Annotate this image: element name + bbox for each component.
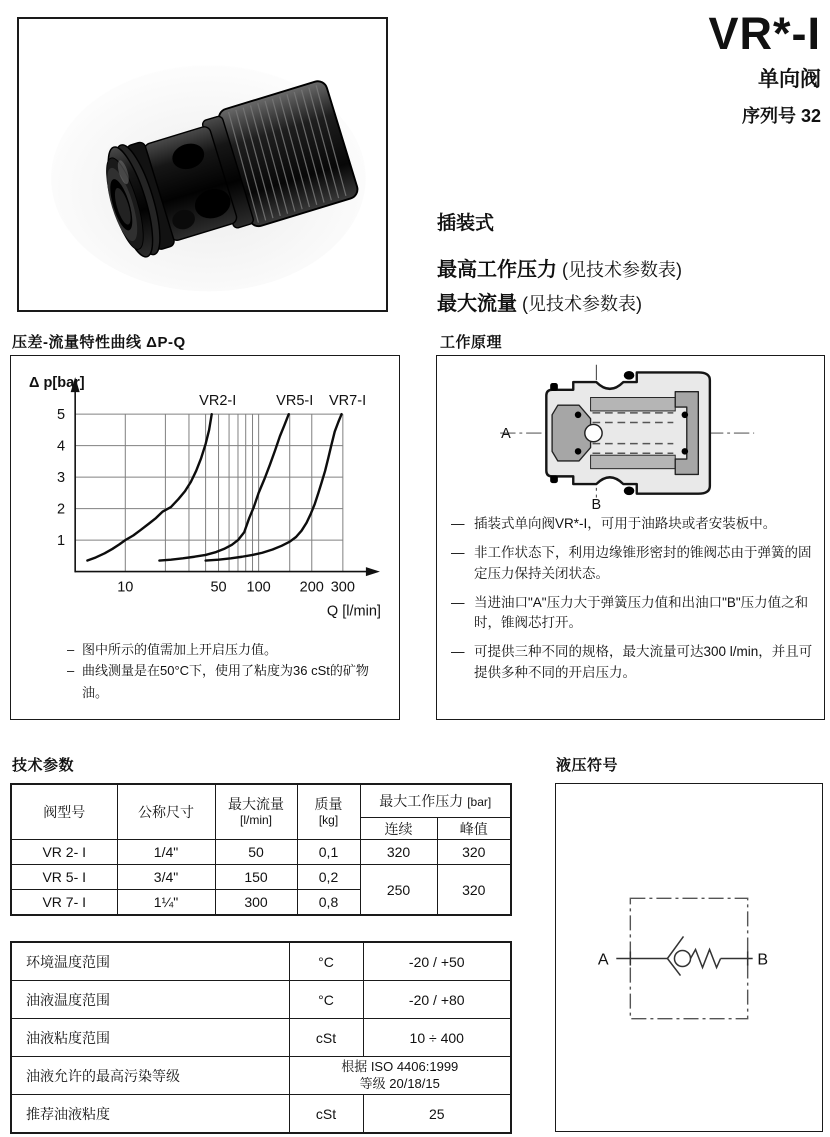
cell-peak-merged: 320 — [437, 865, 511, 916]
cell-unit: °C — [289, 981, 363, 1019]
x-tick-label: 100 — [246, 579, 271, 596]
bullet-text: 非工作状态下，利用边缘锥形密封的锥阀芯由于弹簧的固定压力保持关闭状态。 — [474, 545, 812, 581]
sleeve-lower — [591, 455, 676, 468]
pressure-label: 最大工作压力 — [379, 793, 468, 809]
seal-dot — [682, 412, 689, 419]
bullet-text: 插装式单向阀VR*-I，可用于油路块或者安装板中。 — [474, 516, 777, 531]
cell-flow: 300 — [215, 890, 297, 916]
table-row — [11, 981, 511, 1019]
series-VR7-I — [206, 414, 342, 560]
bullet-dash: — — [451, 644, 465, 660]
o-ring-bottom — [624, 486, 635, 495]
cell-model: VR 2- I — [11, 840, 117, 865]
corner-seal — [550, 383, 558, 391]
tech-params-table — [10, 783, 512, 916]
chart-notes — [67, 639, 385, 703]
max-pressure-line — [437, 253, 682, 282]
bullet-dash: — — [451, 545, 465, 561]
table-row — [11, 865, 511, 890]
weight-label: 质量 — [314, 795, 343, 812]
series-label: VR5-I — [276, 393, 314, 410]
col-header-pressure — [360, 784, 511, 818]
note-text: 曲线测量是在50°C下，使用了粘度为36 cSt的矿物油。 — [82, 663, 369, 700]
series-VR5-I — [159, 414, 288, 560]
check-ball — [674, 950, 690, 966]
col-header-peak: 峰值 — [437, 818, 511, 840]
note-text: 图中所示的值需加上开启压力值。 — [82, 642, 278, 657]
port-a-label: A — [597, 950, 609, 969]
y-tick-label: 4 — [57, 438, 66, 455]
principle-bullet — [451, 543, 814, 584]
max-flow-line — [437, 287, 682, 316]
tech-section-heading: 技术参数 — [12, 757, 75, 774]
symbol-section-heading: 液压符号 — [556, 757, 619, 774]
port-b-label: B — [591, 497, 602, 511]
cell-label: 环境温度范围 — [11, 942, 289, 981]
cell-label: 油液温度范围 — [11, 981, 289, 1019]
max-flow-label: 最大流量 — [437, 293, 517, 315]
table-header-row — [11, 784, 511, 818]
product-model: VR*-I — [708, 8, 821, 59]
y-tick-label: 2 — [57, 501, 66, 518]
iso-class: 等级 20/18/15 — [359, 1075, 440, 1091]
sleeve-upper — [591, 397, 676, 410]
hydraulic-symbol-panel — [555, 783, 823, 1132]
orifice — [585, 424, 602, 441]
x-axis-title: Q [l/min] — [326, 603, 381, 620]
note-dash: – — [67, 642, 75, 657]
series-label: VR7-I — [329, 393, 367, 410]
y-tick-label: 3 — [57, 470, 66, 487]
cell-model: VR 5- I — [11, 865, 117, 890]
o-ring-top — [624, 371, 635, 380]
title-block — [708, 8, 821, 128]
col-header-weight — [297, 784, 360, 840]
weight-unit: [kg] — [318, 813, 339, 828]
working-principle-panel — [436, 355, 825, 720]
chart-note — [67, 639, 385, 660]
col-header-model: 阀型号 — [11, 784, 117, 840]
valve-cross-section-diagram — [437, 359, 824, 511]
cell-label: 油液允许的最高污染等级 — [11, 1057, 289, 1095]
y-tick-label: 5 — [57, 407, 66, 424]
x-tick-label: 200 — [299, 579, 324, 596]
bullet-text: 当进油口"A"压力大于弹簧压力值和出油口"B"压力值之和时，锥阀芯打开。 — [474, 594, 809, 630]
col-header-flow — [215, 784, 297, 840]
cell-unit: °C — [289, 942, 363, 981]
valve-photo-illustration — [19, 19, 386, 310]
cell-size: 3/4" — [117, 865, 215, 890]
cell-unit: cSt — [289, 1019, 363, 1057]
cell-weight: 0,1 — [297, 840, 360, 865]
max-pressure-label: 最高工作压力 — [437, 259, 557, 281]
max-flow-note: (见技术参数表) — [517, 294, 642, 314]
table-row — [11, 1057, 511, 1095]
bullet-text: 可提供三种不同的规格，最大流量可达300 l/min，并且可提供多种不同的开启压力。 — [474, 644, 813, 680]
y-tick-label: 1 — [57, 533, 66, 550]
table-row — [11, 942, 511, 981]
seal-dot — [575, 412, 582, 419]
seal-dot — [575, 448, 582, 455]
cell-model: VR 7- I — [11, 890, 117, 916]
cell-value: -20 / +80 — [363, 981, 511, 1019]
bullet-dash: — — [451, 594, 465, 610]
cell-value-merged — [289, 1057, 511, 1095]
col-header-continuous: 连续 — [360, 818, 437, 840]
y-axis-title: Δ p[bar] — [29, 375, 85, 392]
cell-value: -20 / +50 — [363, 942, 511, 981]
corner-seal — [550, 475, 558, 483]
principle-bullet — [451, 514, 814, 534]
cell-weight: 0,2 — [297, 865, 360, 890]
spring-zigzag — [691, 949, 721, 967]
bullet-dash: — — [451, 516, 465, 531]
cell-peak: 320 — [437, 840, 511, 865]
series-label: VR2-I — [199, 393, 237, 410]
port-b-label: B — [757, 950, 769, 969]
series-VR2-I — [87, 414, 211, 560]
flow-unit: [l/min] — [239, 813, 272, 828]
cell-label: 推荐油液粘度 — [11, 1095, 289, 1134]
x-axis-arrow — [366, 567, 380, 576]
cell-continuous-merged: 250 — [360, 865, 437, 916]
principle-section-heading: 工作原理 — [440, 334, 503, 351]
table-row — [11, 840, 511, 865]
cell-flow: 50 — [215, 840, 297, 865]
cell-continuous: 320 — [360, 840, 437, 865]
intro-block — [437, 208, 682, 316]
cell-unit: cSt — [289, 1095, 363, 1134]
cell-size: 1¼" — [117, 890, 215, 916]
cell-size: 1/4" — [117, 840, 215, 865]
port-a-label: A — [501, 425, 511, 442]
chart-section-heading: 压差-流量特性曲线 ΔP-Q — [12, 334, 186, 351]
x-tick-label: 300 — [330, 579, 355, 596]
mount-type: 插装式 — [437, 213, 495, 234]
note-dash: – — [67, 663, 75, 679]
x-tick-label: 10 — [117, 579, 134, 596]
max-pressure-note: (见技术参数表) — [557, 260, 682, 280]
iso-standard: 根据 ISO 4406:1999 — [341, 1059, 459, 1075]
principle-bullet — [451, 642, 814, 683]
product-type: 单向阀 — [758, 67, 821, 91]
table-row — [11, 1019, 511, 1057]
cell-weight: 0,8 — [297, 890, 360, 916]
dp-q-chart-panel — [10, 355, 400, 720]
cell-label: 油液粘度范围 — [11, 1019, 289, 1057]
principle-bullets — [451, 514, 814, 692]
cell-flow: 150 — [215, 865, 297, 890]
col-header-size: 公称尺寸 — [117, 784, 215, 840]
seal-dot — [682, 448, 689, 455]
flow-label: 最大流量 — [228, 795, 284, 812]
table-row — [11, 1095, 511, 1134]
series-number: 序列号 32 — [741, 105, 821, 126]
x-tick-label: 50 — [210, 579, 227, 596]
chart-note — [67, 660, 385, 703]
cell-value: 10 ÷ 400 — [363, 1019, 511, 1057]
check-valve-symbol — [556, 784, 822, 1131]
product-photo-frame — [17, 17, 388, 312]
principle-bullet — [451, 593, 814, 634]
seat-lower — [667, 959, 680, 976]
cell-value: 25 — [363, 1095, 511, 1134]
operating-conditions-table — [10, 941, 512, 1134]
pressure-unit: [bar] — [467, 795, 492, 809]
